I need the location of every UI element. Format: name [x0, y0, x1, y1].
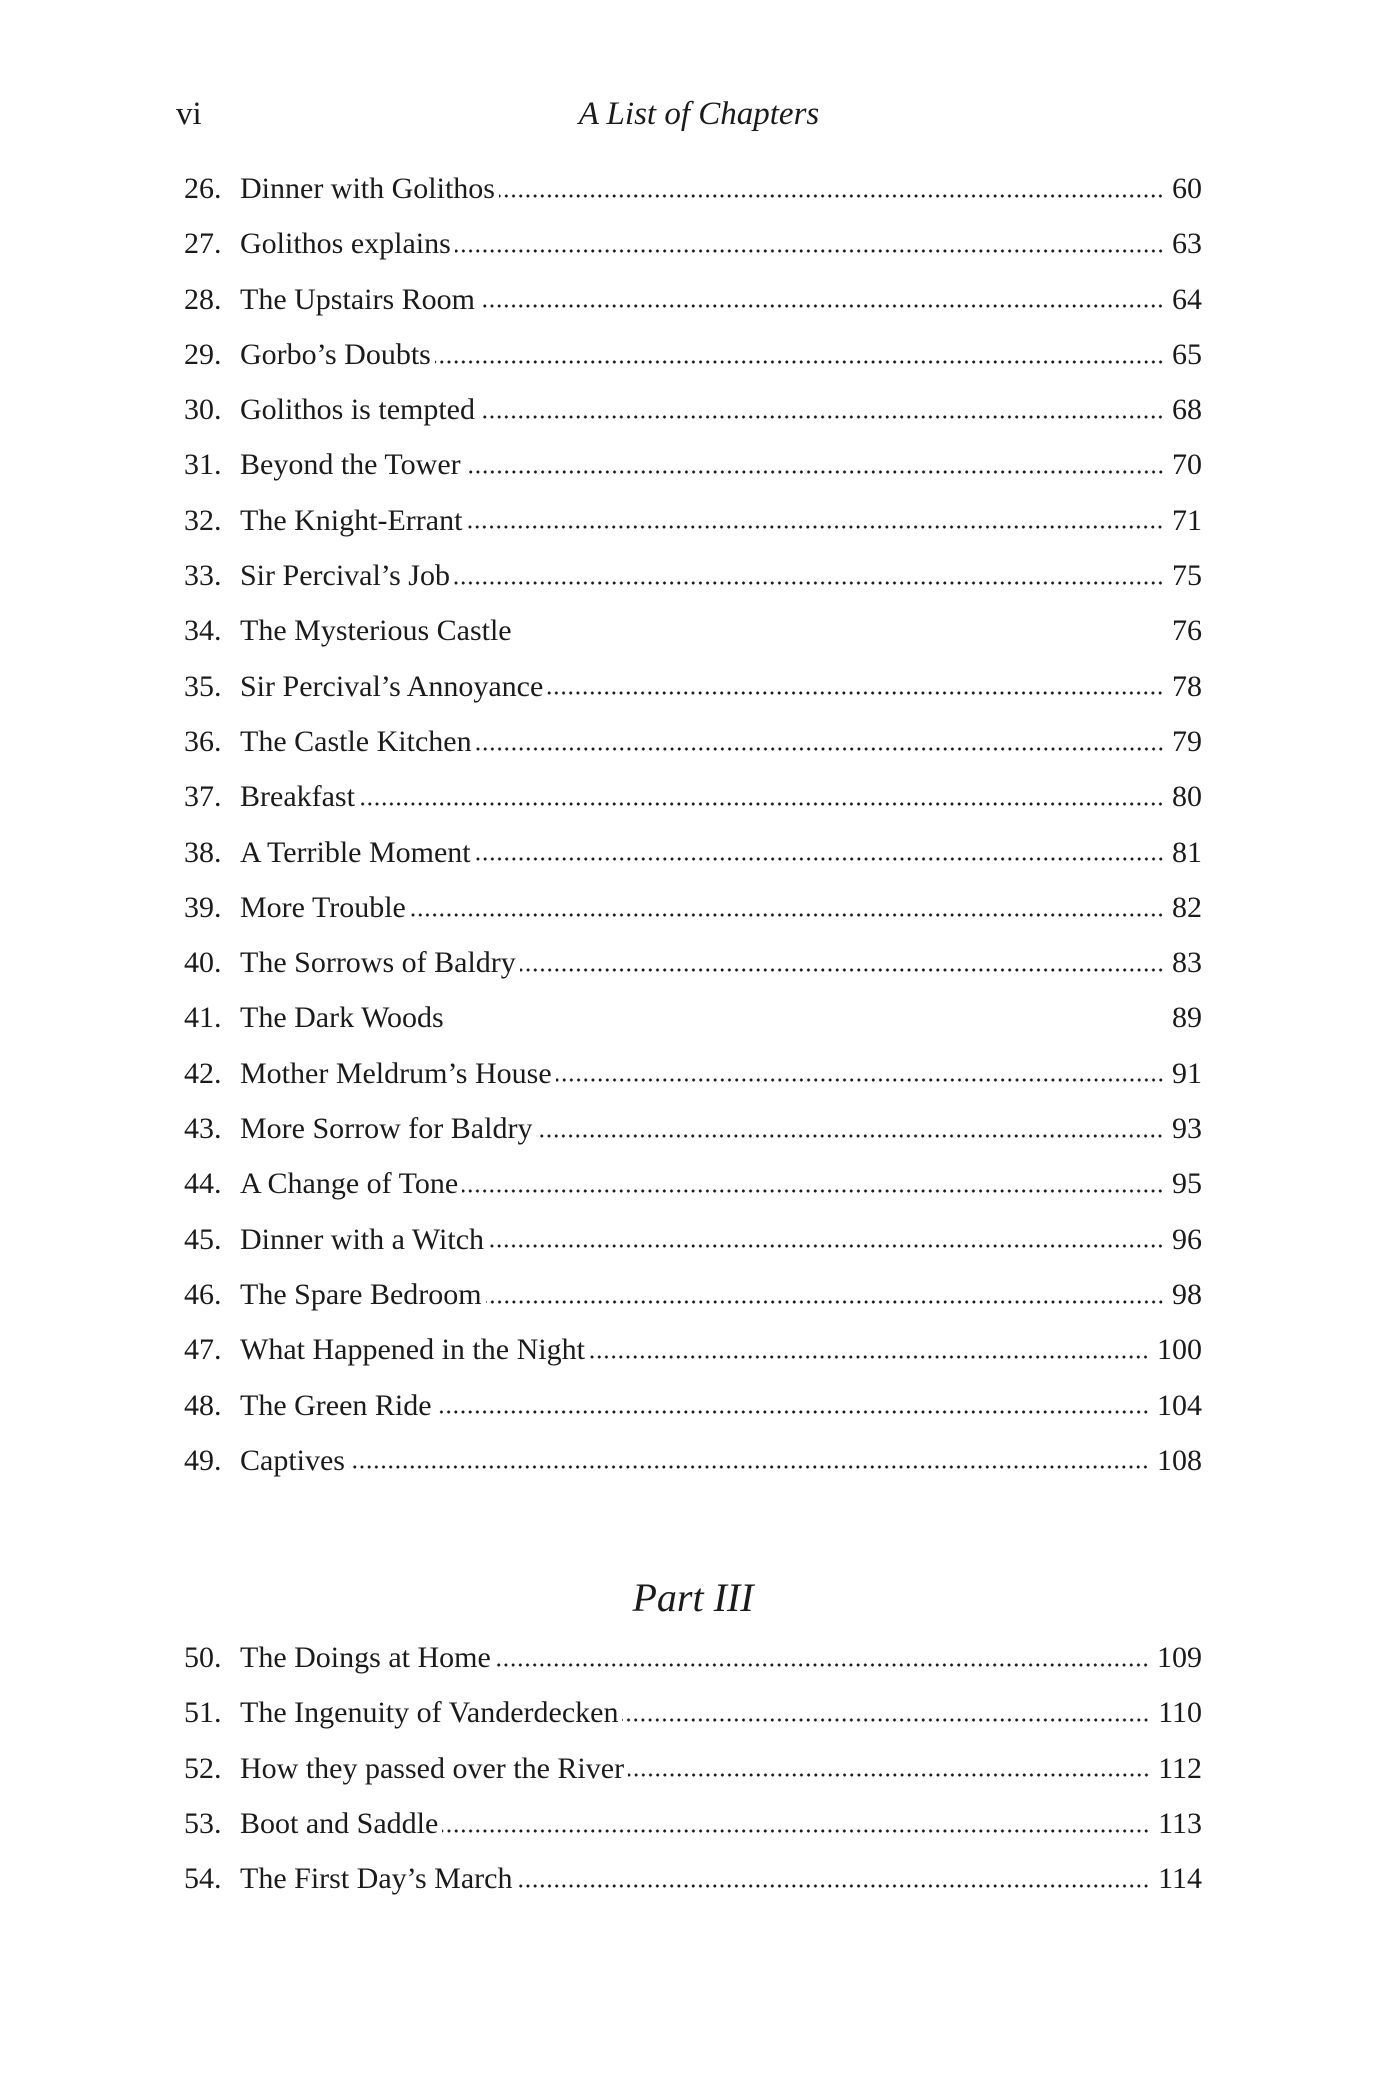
dot-leader — [556, 1065, 1164, 1095]
chapter-number: 36. — [184, 724, 222, 758]
chapter-page-number: 109 — [1157, 1641, 1202, 1674]
chapter-number: 38. — [184, 835, 222, 869]
chapter-entry[interactable] — [184, 880, 1202, 935]
chapter-list-part-2 — [184, 161, 1202, 1488]
chapter-title: The Green Ride — [240, 1388, 432, 1422]
chapter-number: 28. — [184, 282, 222, 316]
chapter-entry[interactable] — [184, 1685, 1202, 1740]
chapter-page-number: 79 — [1172, 724, 1202, 758]
chapter-page-number: 71 — [1172, 503, 1202, 537]
chapter-entry[interactable] — [184, 659, 1202, 714]
chapter-number: 34. — [184, 614, 222, 648]
dot-leader — [442, 1816, 1150, 1846]
dot-leader — [454, 568, 1164, 598]
chapter-page-number: 81 — [1172, 835, 1202, 869]
chapter-title: The Doings at Home — [240, 1641, 491, 1674]
chapter-title: Captives — [240, 1443, 345, 1477]
dot-leader — [499, 181, 1164, 211]
chapter-number: 37. — [184, 780, 222, 814]
chapter-title: The Dark Woods — [240, 1001, 444, 1035]
chapter-title: More Trouble — [240, 890, 406, 924]
chapter-number: 45. — [184, 1222, 222, 1256]
chapter-title: A Change of Tone — [240, 1167, 459, 1201]
chapter-number: 53. — [184, 1806, 222, 1840]
chapter-number: 54. — [184, 1862, 222, 1896]
dot-leader — [436, 1397, 1149, 1427]
chapter-page-number: 114 — [1158, 1862, 1202, 1896]
chapter-number: 27. — [184, 227, 222, 261]
chapter-number: 46. — [184, 1277, 222, 1311]
dot-leader — [589, 1342, 1149, 1372]
chapter-title: Dinner with a Witch — [240, 1222, 485, 1256]
chapter-title: The Upstairs Room — [240, 282, 475, 316]
chapter-number: 51. — [184, 1696, 222, 1730]
dot-leader — [410, 900, 1164, 930]
dot-leader — [359, 789, 1164, 819]
chapter-number: 47. — [184, 1333, 222, 1367]
chapter-page-number: 78 — [1172, 669, 1202, 703]
chapter-entry[interactable] — [184, 1101, 1202, 1156]
chapter-page-number: 112 — [1158, 1751, 1202, 1785]
chapter-entry[interactable] — [184, 161, 1202, 216]
chapter-entry[interactable] — [184, 1212, 1202, 1267]
chapter-page-number: 93 — [1172, 1112, 1202, 1146]
chapter-number: 26. — [184, 172, 222, 205]
dot-leader — [349, 1452, 1149, 1482]
chapter-title: Sir Percival’s Job — [240, 559, 450, 593]
chapter-number: 40. — [184, 946, 222, 980]
chapter-entry[interactable] — [184, 493, 1202, 548]
chapter-title: The First Day’s March — [240, 1862, 513, 1896]
chapter-number: 44. — [184, 1167, 222, 1201]
dot-leader — [448, 1010, 1164, 1040]
chapter-page-number: 70 — [1172, 448, 1202, 482]
chapter-title: How they passed over the River — [240, 1751, 625, 1785]
chapter-title: The Castle Kitchen — [240, 724, 472, 758]
dot-leader — [466, 512, 1164, 542]
chapter-entry[interactable] — [184, 1433, 1202, 1488]
chapter-entry[interactable] — [184, 1322, 1202, 1377]
dot-leader — [547, 678, 1164, 708]
chapter-title: Gorbo’s Doubts — [240, 337, 431, 371]
dot-leader — [455, 236, 1164, 266]
chapter-title: Sir Percival’s Annoyance — [240, 669, 544, 703]
chapter-page-number: 68 — [1172, 393, 1202, 427]
chapter-number: 30. — [184, 393, 222, 427]
chapter-number: 48. — [184, 1388, 222, 1422]
chapter-page-number: 82 — [1172, 890, 1202, 924]
chapter-title: Beyond the Tower — [240, 448, 461, 482]
chapter-title: The Mysterious Castle — [240, 614, 512, 648]
chapter-title: The Sorrows of Baldry — [240, 946, 516, 980]
chapter-page-number: 91 — [1172, 1056, 1202, 1090]
chapter-title: Golithos explains — [240, 227, 451, 261]
part-heading: Part III — [632, 1575, 754, 1620]
chapter-entry[interactable] — [184, 437, 1202, 492]
chapter-title: More Sorrow for Baldry — [240, 1112, 533, 1146]
chapter-title: Breakfast — [240, 780, 355, 814]
chapter-entry[interactable] — [184, 990, 1202, 1045]
chapter-page-number: 110 — [1158, 1696, 1202, 1730]
page-folio: vi — [176, 96, 202, 132]
chapter-entry[interactable] — [184, 1796, 1202, 1851]
chapter-page-number: 100 — [1157, 1333, 1202, 1367]
chapter-number: 35. — [184, 669, 222, 703]
chapter-entry[interactable] — [184, 603, 1202, 658]
chapter-entry[interactable] — [184, 825, 1202, 880]
chapter-entry[interactable] — [184, 1630, 1202, 1685]
chapter-page-number: 113 — [1158, 1806, 1202, 1840]
running-head — [176, 92, 1202, 136]
chapter-entry[interactable] — [184, 935, 1202, 990]
chapter-entry[interactable] — [184, 216, 1202, 271]
dot-leader — [486, 1287, 1164, 1317]
dot-leader — [465, 457, 1164, 487]
chapter-entry[interactable] — [184, 1046, 1202, 1101]
chapter-title: Mother Meldrum’s House — [240, 1056, 552, 1090]
chapter-number: 29. — [184, 337, 222, 371]
chapter-title: Boot and Saddle — [240, 1806, 439, 1840]
chapter-title: The Spare Bedroom — [240, 1277, 482, 1311]
chapter-entry[interactable] — [184, 1378, 1202, 1433]
chapter-entry[interactable] — [184, 1851, 1202, 1906]
chapter-number: 49. — [184, 1443, 222, 1477]
chapter-page-number: 60 — [1172, 172, 1202, 205]
dot-leader — [479, 291, 1164, 321]
chapter-page-number: 108 — [1157, 1443, 1202, 1477]
chapter-number: 50. — [184, 1641, 222, 1674]
chapter-entry[interactable] — [184, 1741, 1202, 1796]
chapter-number: 33. — [184, 559, 222, 593]
chapter-page-number: 95 — [1172, 1167, 1202, 1201]
chapter-number: 43. — [184, 1112, 222, 1146]
chapter-title: Golithos is tempted — [240, 393, 475, 427]
running-title: A List of Chapters — [578, 96, 820, 132]
dot-leader — [536, 1121, 1164, 1151]
chapter-title: Dinner with Golithos — [240, 172, 495, 205]
chapter-entry[interactable] — [184, 382, 1202, 437]
dot-leader — [479, 402, 1164, 432]
chapter-entry[interactable] — [184, 769, 1202, 824]
chapter-page-number: 96 — [1172, 1222, 1202, 1256]
dot-leader — [476, 734, 1164, 764]
dot-leader — [622, 1705, 1150, 1735]
dot-leader — [435, 347, 1164, 377]
dot-leader — [628, 1760, 1150, 1790]
chapter-number: 52. — [184, 1751, 222, 1785]
dot-leader — [475, 844, 1164, 874]
chapter-page-number: 80 — [1172, 780, 1202, 814]
chapter-list-part-3 — [184, 1630, 1202, 1906]
dot-leader — [488, 1231, 1164, 1261]
chapter-title: What Happened in the Night — [240, 1333, 585, 1367]
chapter-number: 39. — [184, 890, 222, 924]
chapter-page-number: 63 — [1172, 227, 1202, 261]
dot-leader — [495, 1650, 1149, 1680]
chapter-page-number: 75 — [1172, 559, 1202, 593]
dot-leader — [520, 955, 1164, 985]
chapter-entry[interactable] — [184, 327, 1202, 382]
chapter-number: 41. — [184, 1001, 222, 1035]
chapter-page-number: 83 — [1172, 946, 1202, 980]
chapter-page-number: 64 — [1172, 282, 1202, 316]
chapter-page-number: 76 — [1172, 614, 1202, 648]
dot-leader — [516, 623, 1164, 653]
chapter-title: The Knight-Errant — [240, 503, 463, 537]
chapter-entry[interactable] — [184, 1156, 1202, 1211]
chapter-page-number: 104 — [1157, 1388, 1202, 1422]
chapter-entry[interactable] — [184, 1267, 1202, 1322]
chapter-entry[interactable] — [184, 714, 1202, 769]
chapter-entry[interactable] — [184, 272, 1202, 327]
chapter-entry[interactable] — [184, 548, 1202, 603]
chapter-number: 31. — [184, 448, 222, 482]
chapter-page-number: 98 — [1172, 1277, 1202, 1311]
chapter-title: A Terrible Moment — [240, 835, 471, 869]
dot-leader — [462, 1176, 1164, 1206]
dot-leader — [516, 1871, 1150, 1901]
chapter-page-number: 65 — [1172, 337, 1202, 371]
chapter-title: The Ingenuity of Vanderdecken — [240, 1696, 619, 1730]
chapter-page-number: 89 — [1172, 1001, 1202, 1035]
chapter-number: 32. — [184, 503, 222, 537]
chapter-number: 42. — [184, 1056, 222, 1090]
